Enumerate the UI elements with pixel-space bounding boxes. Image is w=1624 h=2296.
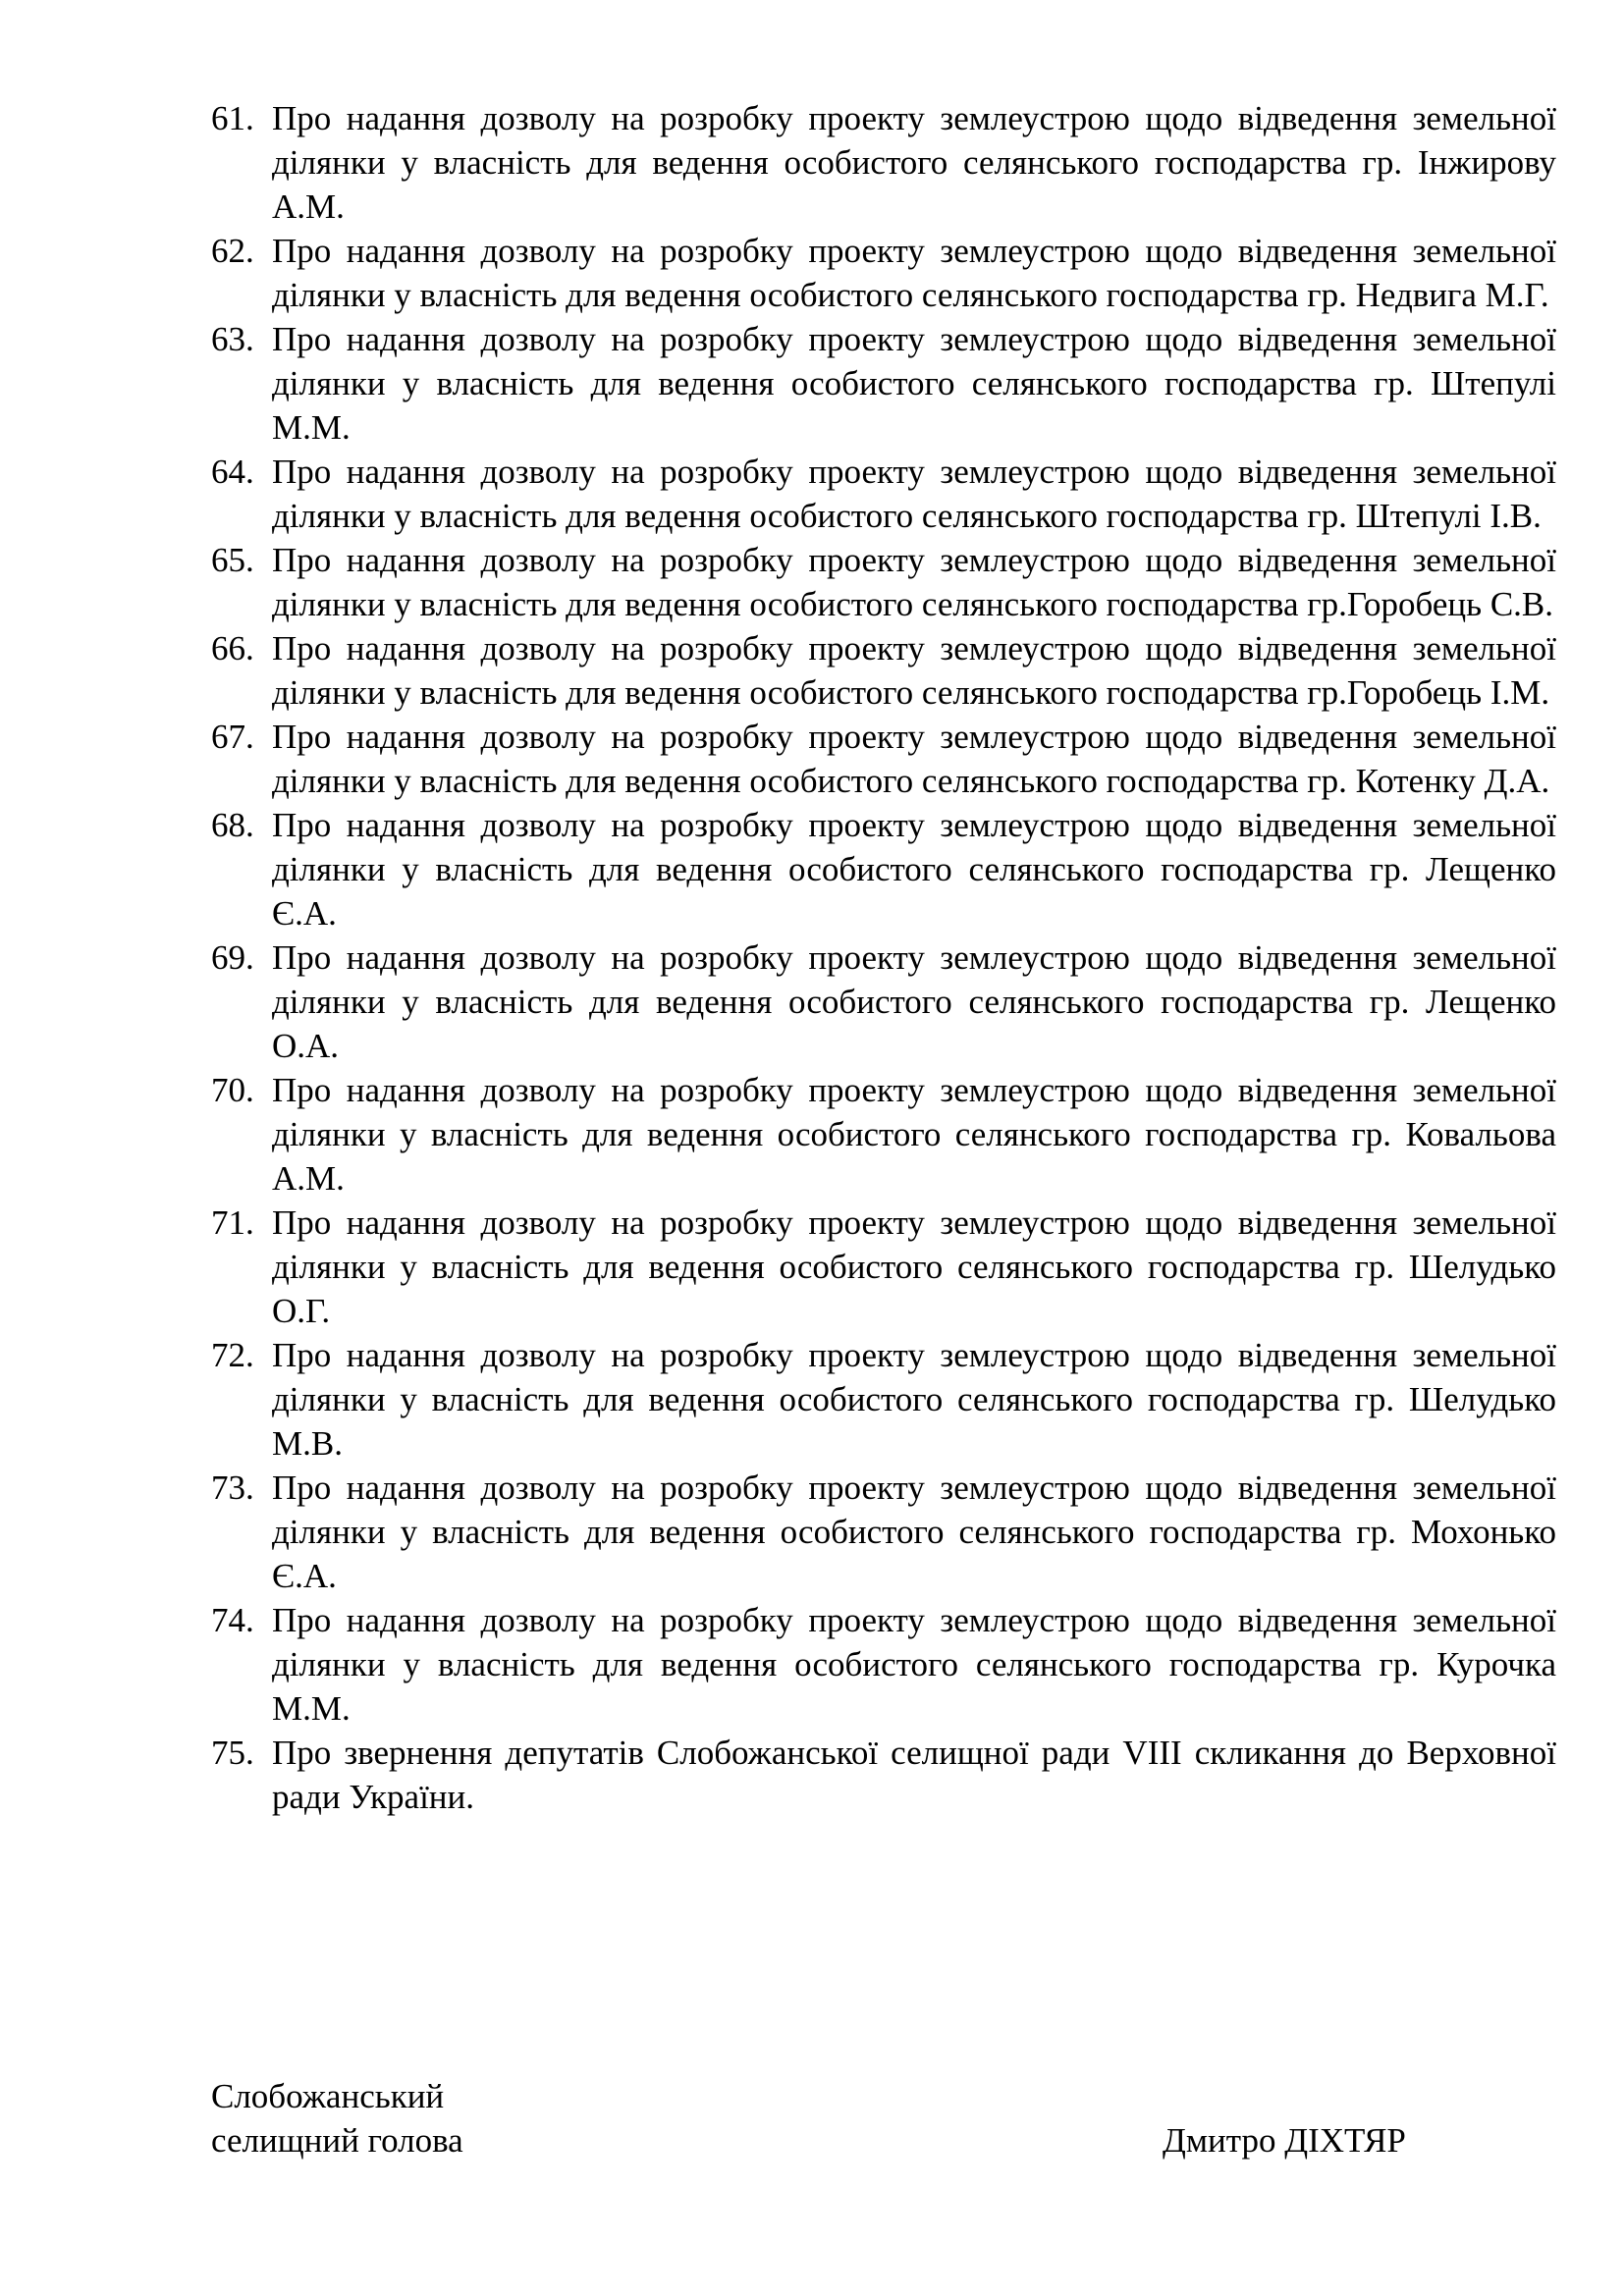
item-text: Про надання дозволу на розробку проекту землеустрою щодо відведення земельної ділянки у власність для ведення особистого селянського господарства гр. Недвига М.Г. bbox=[272, 232, 1556, 314]
item-number: 67. bbox=[211, 718, 254, 756]
item-text: Про надання дозволу на розробку проекту землеустрою щодо відведення земельної ділянки у власність для ведення особистого селянського господарства гр. Курочка М.М. bbox=[272, 1601, 1556, 1728]
item-number: 62. bbox=[211, 232, 254, 270]
agenda-list bbox=[211, 96, 1556, 1819]
item-number: 66. bbox=[211, 629, 254, 667]
item-text: Про надання дозволу на розробку проекту землеустрою щодо відведення земельної ділянки у власність для ведення особистого селянського господарства гр. Шелудько М.В. bbox=[272, 1336, 1556, 1463]
item-text: Про надання дозволу на розробку проекту землеустрою щодо відведення земельної ділянки у власність для ведення особистого селянського господарства гр. Мохонько Є.А. bbox=[272, 1468, 1556, 1595]
agenda-item bbox=[211, 317, 1556, 450]
item-text: Про надання дозволу на розробку проекту землеустрою щодо відведення земельної ділянки у власність для ведення особистого селянського господарства гр.Горобець І.М. bbox=[272, 629, 1556, 712]
agenda-item bbox=[211, 538, 1556, 626]
item-number: 71. bbox=[211, 1203, 254, 1242]
item-text: Про надання дозволу на розробку проекту землеустрою щодо відведення земельної ділянки у власність для ведення особистого селянського господарства гр. Лещенко Є.А. bbox=[272, 806, 1556, 933]
item-number: 75. bbox=[211, 1734, 254, 1772]
item-number: 63. bbox=[211, 320, 254, 358]
item-text: Про надання дозволу на розробку проекту землеустрою щодо відведення земельної ділянки у власність для ведення особистого селянського господарства гр. Штепулі І.В. bbox=[272, 453, 1556, 535]
agenda-item bbox=[211, 803, 1556, 935]
item-number: 72. bbox=[211, 1336, 254, 1374]
item-number: 68. bbox=[211, 806, 254, 844]
agenda-item bbox=[211, 229, 1556, 317]
item-number: 61. bbox=[211, 99, 254, 137]
agenda-item bbox=[211, 626, 1556, 715]
agenda-item bbox=[211, 450, 1556, 538]
item-number: 69. bbox=[211, 938, 254, 977]
item-text: Про надання дозволу на розробку проекту землеустрою щодо відведення земельної ділянки у власність для ведення особистого селянського господарства гр.Горобець С.В. bbox=[272, 541, 1556, 623]
item-text: Про звернення депутатів Слобожанської селищної ради VIII скликання до Верховної ради України. bbox=[272, 1734, 1556, 1816]
agenda-item bbox=[211, 935, 1556, 1068]
agenda-item bbox=[211, 715, 1556, 803]
item-text: Про надання дозволу на розробку проекту землеустрою щодо відведення земельної ділянки у власність для ведення особистого селянського господарства гр. Інжирову А.М. bbox=[272, 99, 1556, 226]
agenda-item bbox=[211, 96, 1556, 229]
item-number: 65. bbox=[211, 541, 254, 579]
item-text: Про надання дозволу на розробку проекту землеустрою щодо відведення земельної ділянки у власність для ведення особистого селянського господарства гр. Штепулі М.М. bbox=[272, 320, 1556, 447]
item-number: 73. bbox=[211, 1468, 254, 1507]
agenda-item bbox=[211, 1598, 1556, 1731]
agenda-item bbox=[211, 1333, 1556, 1466]
item-text: Про надання дозволу на розробку проекту землеустрою щодо відведення земельної ділянки у власність для ведення особистого селянського господарства гр. Ковальова А.М. bbox=[272, 1071, 1556, 1198]
item-text: Про надання дозволу на розробку проекту землеустрою щодо відведення земельної ділянки у власність для ведення особистого селянського господарства гр. Шелудько О.Г. bbox=[272, 1203, 1556, 1330]
agenda-item bbox=[211, 1201, 1556, 1333]
signatory-position bbox=[211, 2074, 463, 2163]
agenda-item bbox=[211, 1466, 1556, 1598]
signatory-position-line2: селищний голова bbox=[211, 2121, 463, 2160]
signatory-name: Дмитро ДІХТЯР bbox=[1163, 2121, 1406, 2160]
agenda-item bbox=[211, 1731, 1556, 1819]
signatory-position-line1: Слобожанський bbox=[211, 2077, 445, 2115]
item-number: 70. bbox=[211, 1071, 254, 1109]
item-number: 74. bbox=[211, 1601, 254, 1639]
item-text: Про надання дозволу на розробку проекту землеустрою щодо відведення земельної ділянки у власність для ведення особистого селянського господарства гр. Котенку Д.А. bbox=[272, 718, 1556, 800]
item-number: 64. bbox=[211, 453, 254, 491]
item-text: Про надання дозволу на розробку проекту землеустрою щодо відведення земельної ділянки у власність для ведення особистого селянського господарства гр. Лещенко О.А. bbox=[272, 938, 1556, 1065]
agenda-item bbox=[211, 1068, 1556, 1201]
